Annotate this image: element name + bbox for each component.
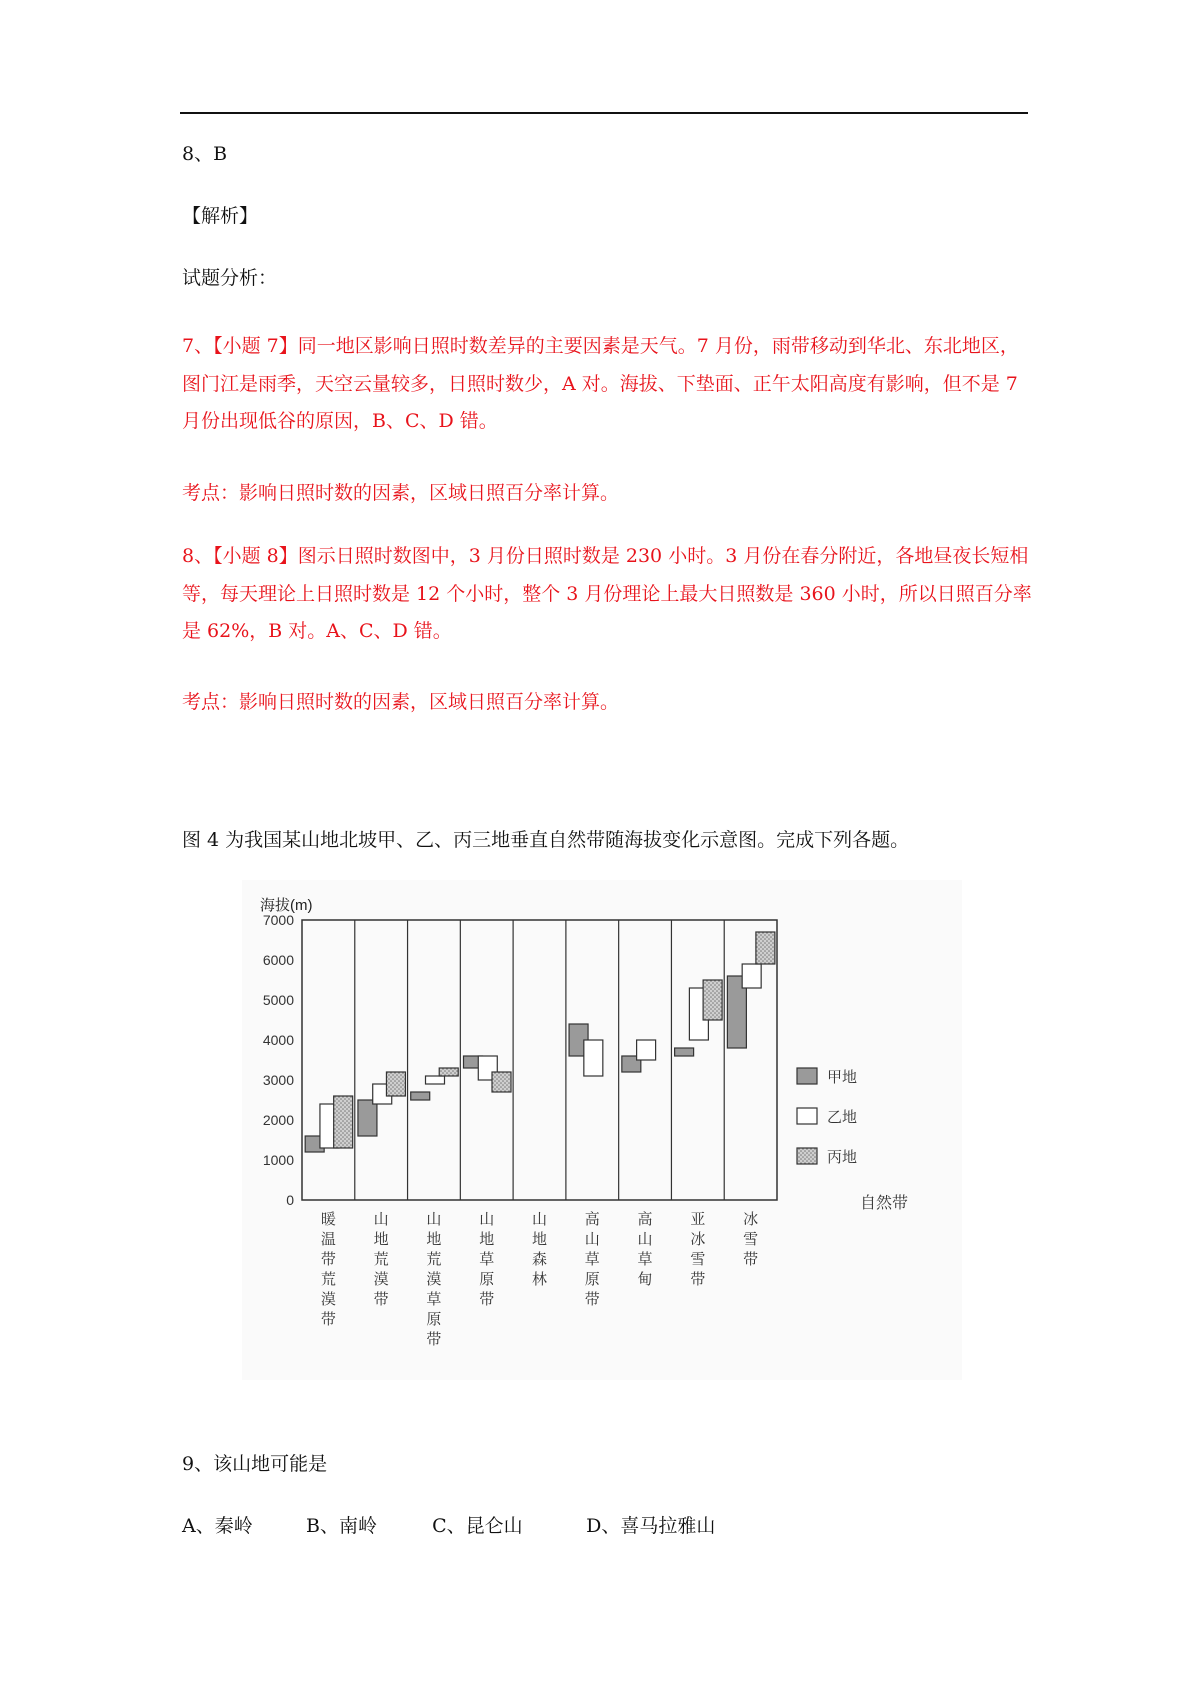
question9-options xyxy=(182,1514,715,1538)
option-a[interactable]: A、秦岭 xyxy=(182,1515,253,1537)
question9-stem: 9、该山地可能是 xyxy=(182,1453,328,1475)
bar-丙地-0 xyxy=(334,1096,353,1148)
category-label: 山地荒漠草原带 xyxy=(426,1211,442,1348)
legend-swatch xyxy=(797,1108,817,1124)
bar-乙地-6 xyxy=(637,1040,656,1060)
y-tick-label: 5000 xyxy=(262,992,294,1008)
bar-乙地-5 xyxy=(584,1040,603,1076)
bar-丙地-3 xyxy=(492,1072,511,1092)
option-b[interactable]: B、南岭 xyxy=(306,1515,378,1537)
analysis-intro: 试题分析： xyxy=(182,267,278,289)
legend-label: 甲地 xyxy=(827,1069,858,1086)
answer-label: 8、B xyxy=(182,143,228,165)
q7-kaodian: 考点：影响日照时数的因素，区域日照百分率计算。 xyxy=(182,482,620,504)
q8-kaodian: 考点：影响日照时数的因素，区域日照百分率计算。 xyxy=(182,691,620,713)
option-d[interactable]: D、喜马拉雅山 xyxy=(586,1515,716,1537)
bar-甲地-1 xyxy=(358,1100,377,1136)
y-tick-label: 0 xyxy=(286,1192,294,1208)
bar-甲地-7 xyxy=(675,1048,694,1056)
q8-explanation: 8、【小题 8】图示日照时数图中，3 月份日照时数是 230 小时。3 月份在春分附近，各地昼夜长短相等，每天理论上日照时数是 12 个小时，整个 3 月份理论上最大日照数是 360 小时，所以日照百分率是 62%，B 对。A、C、D 错。 xyxy=(182,545,1032,642)
category-label: 高山草甸 xyxy=(637,1211,653,1288)
header-rule xyxy=(180,112,1028,114)
bar-甲地-2 xyxy=(411,1092,430,1100)
y-tick-label: 2000 xyxy=(262,1112,294,1128)
y-axis-label: 海拔(m) xyxy=(260,897,313,914)
bar-乙地-8 xyxy=(742,964,761,988)
legend-label: 乙地 xyxy=(827,1109,858,1126)
analysis-heading: 【解析】 xyxy=(182,205,259,227)
y-tick-label: 3000 xyxy=(262,1072,294,1088)
y-tick-label: 7000 xyxy=(262,912,294,928)
option-c[interactable]: C、昆仑山 xyxy=(432,1515,523,1537)
bar-丙地-7 xyxy=(703,980,722,1020)
category-label: 高山草原带 xyxy=(584,1211,600,1308)
category-label: 山地森林 xyxy=(531,1211,548,1288)
legend-swatch xyxy=(797,1148,817,1164)
bar-乙地-2 xyxy=(426,1076,445,1084)
y-tick-label: 6000 xyxy=(262,952,294,968)
legend-swatch xyxy=(797,1068,817,1084)
y-tick-label: 4000 xyxy=(262,1032,294,1048)
q7-explanation: 7、【小题 7】同一地区影响日照时数差异的主要因素是天气。7 月份，雨带移动到华北、东北地区，图门江是雨季，天空云量较多，日照时数少，A 对。海拔、下垫面、正午太阳高度有影响，但不是 7 月份出现低谷的原因，B、C、D 错。 xyxy=(182,335,1019,432)
category-label: 亚冰雪带 xyxy=(690,1211,706,1288)
x-axis-label: 自然带 xyxy=(860,1195,909,1212)
y-tick-label: 1000 xyxy=(262,1152,294,1168)
bar-丙地-8 xyxy=(756,932,775,964)
category-label: 暖温带荒漠带 xyxy=(320,1211,336,1328)
legend-label: 丙地 xyxy=(827,1149,858,1166)
figure-intro: 图 4 为我国某山地北坡甲、乙、丙三地垂直自然带随海拔变化示意图。完成下列各题。 xyxy=(182,829,910,851)
category-label: 山地草原带 xyxy=(479,1211,495,1308)
category-label: 冰雪带 xyxy=(743,1211,759,1268)
bar-丙地-1 xyxy=(386,1072,405,1096)
altitude-zone-chart xyxy=(242,880,962,1380)
category-label: 山地荒漠带 xyxy=(373,1211,389,1308)
bar-丙地-2 xyxy=(439,1068,458,1076)
